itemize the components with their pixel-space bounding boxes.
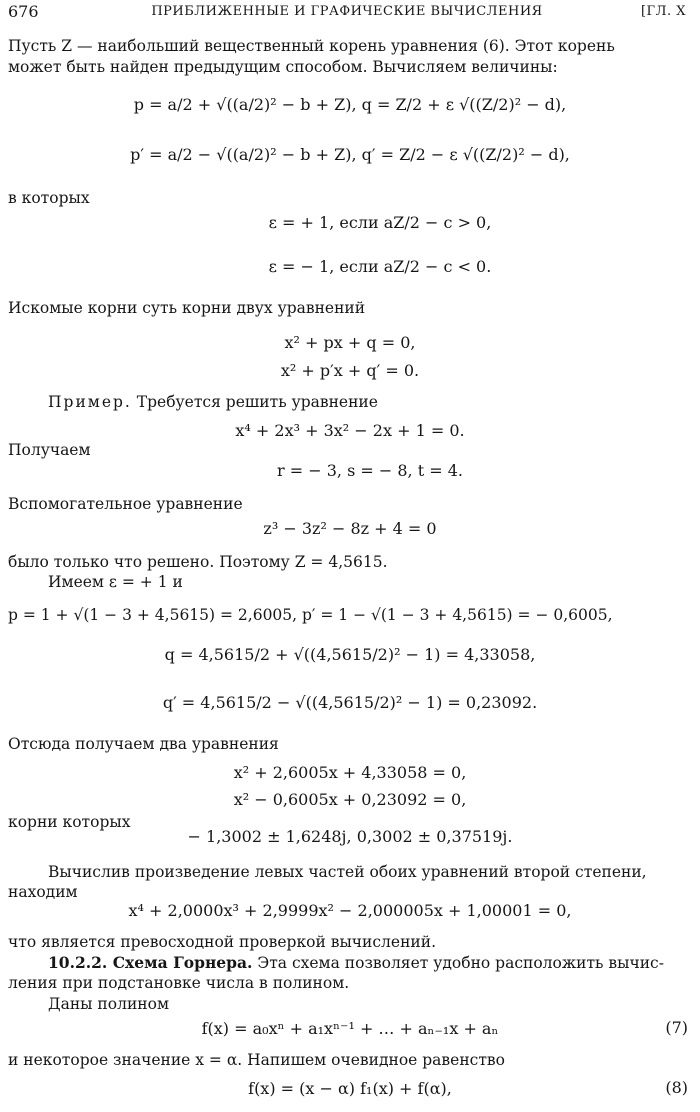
formula-identity: f(x) = (x − α) f₁(x) + f(α), (248, 1079, 452, 1098)
paragraph-line: было только что решено. Поэтому Z = 4,5615. (8, 553, 388, 571)
paragraph-line: Имеем ε = + 1 и (48, 573, 183, 591)
chapter-label: [ГЛ. X (640, 4, 686, 19)
running-header (8, 2, 686, 26)
formula-q-prime-numeric: q′ = 4,5615/2 − √((4,5615/2)² − 1) = 0,23092. (162, 693, 538, 712)
page-number: 676 (8, 2, 39, 21)
paragraph-line: Искомые корни суть корни двух уравнений (8, 299, 366, 317)
paragraph-line: Вспомогательное уравнение (8, 495, 243, 513)
formula-two-eq-2: x² − 0,6005x + 0,23092 = 0, (233, 790, 467, 809)
formula-epsilon-positive: ε = + 1, если aZ/2 − c > 0, (268, 213, 492, 232)
formula-p-q: p = a/2 + √((a/2)² − b + Z), q = Z/2 + ε √((Z/2)² − d), (133, 95, 567, 114)
formula-roots: − 1,3002 ± 1,6248j, 0,3002 ± 0,37519j. (187, 827, 513, 846)
paragraph-line: корни которых (8, 813, 131, 831)
example-heading (48, 392, 686, 412)
paragraph-line: Вычислив произведение левых частей обоих уравнений второй степени, (48, 863, 647, 881)
section-text: Эта схема позволяет удобно расположить вычис- (252, 954, 664, 972)
paragraph-line: Даны полином (48, 995, 169, 1013)
paragraph-line: может быть найден предыдущим способом. Вычисляем величины: (8, 58, 558, 76)
formula-quadratic-1: x² + px + q = 0, (284, 333, 416, 352)
equation-number: (8) (665, 1078, 688, 1097)
formula-p-q-prime: p′ = a/2 − √((a/2)² − b + Z), q′ = Z/2 − ε √((Z/2)² − d), (130, 145, 570, 164)
running-title: ПРИБЛИЖЕННЫЕ И ГРАФИЧЕСКИЕ ВЫЧИСЛЕНИЯ (151, 4, 543, 19)
paragraph-line: и некоторое значение x = α. Напишем очевидное равенство (8, 1051, 505, 1069)
example-text: Требуется решить уравнение (131, 393, 378, 411)
equation-number: (7) (665, 1018, 688, 1037)
section-title: 10.2.2. Схема Горнера. (48, 953, 253, 972)
paragraph-line: что является превосходной проверкой вычислений. (8, 933, 436, 951)
formula-two-eq-1: x² + 2,6005x + 4,33058 = 0, (233, 763, 467, 782)
formula-auxiliary: z³ − 3z² − 8z + 4 = 0 (263, 519, 437, 538)
formula-epsilon-negative: ε = − 1, если aZ/2 − c < 0. (268, 257, 492, 276)
formula-quadratic-2: x² + p′x + q′ = 0. (280, 361, 420, 380)
formula-p-numeric: p = 1 + √(1 − 3 + 4,5615) = 2,6005, p′ = 1 − √(1 − 3 + 4,5615) = − 0,6005, (8, 606, 613, 624)
paragraph-line: Отсюда получаем два уравнения (8, 735, 279, 753)
section-heading-line (48, 953, 686, 973)
formula-polynomial: f(x) = a₀xⁿ + a₁xⁿ⁻¹ + … + aₙ₋₁x + aₙ (201, 1019, 499, 1038)
formula-product-check: x⁴ + 2,0000x³ + 2,9999x² − 2,000005x + 1,00001 = 0, (128, 901, 572, 920)
example-label: Пример. (48, 393, 132, 411)
paragraph-line: ления при подстановке числа в полином. (8, 974, 350, 992)
formula-rst: r = − 3, s = − 8, t = 4. (277, 461, 463, 480)
paragraph-line: находим (8, 883, 78, 901)
formula-example: x⁴ + 2x³ + 3x² − 2x + 1 = 0. (235, 421, 465, 440)
paragraph-line: Пусть Z — наибольший вещественный корень уравнения (6). Этот корень (8, 37, 615, 55)
formula-q-numeric: q = 4,5615/2 + √((4,5615/2)² − 1) = 4,33058, (164, 645, 536, 664)
paragraph-line: в которых (8, 189, 90, 207)
paragraph-line: Получаем (8, 441, 91, 459)
